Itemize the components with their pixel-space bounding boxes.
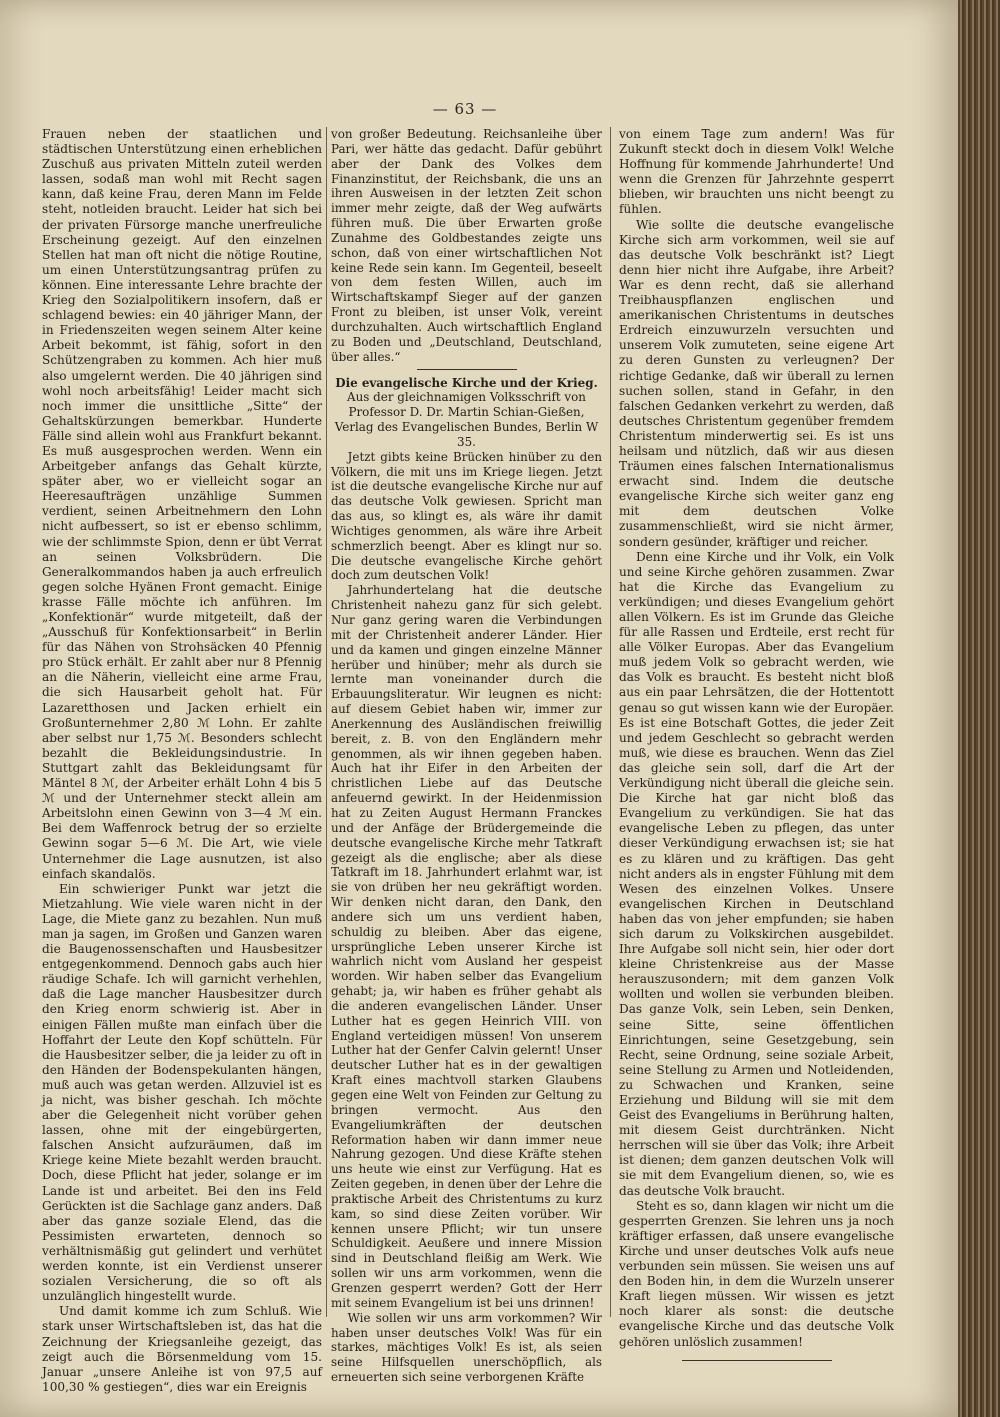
book-page-edges [958,0,1000,1417]
article-heading: Die evangelische Kirche und der Krieg. [335,375,598,390]
page-number: — 63 — [432,100,498,118]
column-3 [619,127,894,1361]
column-1 [42,127,322,1395]
paragraph: Wie sollte die deutsche evangelische Kirche sich arm vorkommen, weil sie auf das deutsche Volk beschränkt ist? Liegt denn hier nicht ihre Aufgabe, ihre Arbeit? War es denn recht, daß sie allerhand Treibhauspflanzen englischen und amerikanischen Christentums in deutsches Erdreich einzuwurzeln versuchten und unserem Volk zumuteten, seine eigene Art zu deren Gunsten zu verleugnen? Der richtige Gedanke, daß wir überall zu lernen suchen sollen, stand in Gefahr, in den falschen Gedanken verkehrt zu werden, daß deutsches Christentum gegenüber fremdem Christentum minderwertig sei. Es ist uns heilsam und nützlich, daß wir aus diesen Träumen eines falschen Internationalismus erwacht sind. Indem die deutsche evangelische Kirche sich weiter ganz eng mit dem deutschen Volke zusammenschließt, wird sie nicht ärmer, sondern gesünder, kräftiger und reicher. [619,217,894,549]
paragraph: von einem Tage zum andern! Was für Zukunft steckt doch in diesem Volk! Welche Hoffnung für kommende Jahrhunderte! Und wenn die Grenzen für Jahrzehnte gesperrt blieben, wir brauchten uns nicht beengt zu fühlen. [619,127,894,217]
column-divider [326,127,327,1317]
end-rule [682,1360,832,1361]
paragraph: Ein schwieriger Punkt war jetzt die Mietzahlung. Wie viele waren nicht in der Lage, die Miete ganz zu bezahlen. Nun muß man ja sagen, im Großen und Ganzen waren die Baugenossenschaften und Hausbesitzer entgegenkommend. Dennoch gabs auch hier räudige Schafe. Ich will garnicht verhehlen, daß die Lage mancher Hausbesitzer durch den Krieg enorm schwierig ist. Aber in einigen Fällen mußte man einfach über die Hoffahrt der Leute den Kopf schütteln. Für die Hausbesitzer selber, die ja leider zu oft in den Händen der Bodenspekulanten hängen, muß auch was getan werden. Allzuviel ist es ja nicht, was bisher geschah. Ich möchte aber die Gelegenheit nicht vorüber gehen lassen, ohne mit der eingebürgerten, falschen Ansicht aufzuräumen, daß im Kriege keine Miete bezahlt werden braucht. Doch, diese Pflicht hat jeder, solange er im Lande ist und arbeitet. Bei den ins Feld Gerückten ist die Sachlage ganz anders. Daß aber das ganze soziale Elend, das die Pessimisten erwarteten, dennoch so verhältnismäßig gut gelindert und verhütet werden konnte, ist ein Verdienst unserer sozialen Versicherung, die so oft als unzulänglich hingestellt wurde. [42,881,322,1304]
paragraph: Wie sollen wir uns arm vorkommen? Wir haben unser deutsches Volk! Was für ein starkes, mächtiges Volk! Es ist, als seien seine Hilfsquellen unerschöpflich, als erneuerten sich seine verborgenen Kräfte [331,1310,602,1385]
column-divider [610,127,611,1317]
paragraph: von großer Bedeutung. Reichsanleihe über Pari, wer hätte das gedacht. Dafür gebührt aber der Dank des Volkes dem Finanzinstitut, der Reichsbank, die uns an ihren Ausweisen in der letzten Zeit schon immer mehr zeigte, daß der Weg aufwärts führen muß. Die über Erwarten große Zunahme des Goldbestandes zeigte uns schon, daß von einer wirtschaftlichen Not keine Rede sein kann. Im Gegenteil, beseelt von dem festen Willen, auch im Wirtschaftskampf Sieger auf der ganzen Front zu bleiben, ist unser Volk, vereint durchzuhalten. Auch wirtschaftlich England zu Boden und „Deutschland, Deutschland, über alles.“ [331,127,602,364]
article-byline: Aus der gleichnamigen Volksschrift von Professor D. Dr. Martin Schian-Gießen, Verlag des Evangelischen Bundes, Berlin W 35. [334,390,599,449]
paragraph: Und damit komme ich zum Schluß. Wie stark unser Wirtschaftsleben ist, das hat die Zeichnung der Kriegsanleihe gezeigt, das zeigt auch die Börsenmeldung vom 15. Januar „unsere Anleihe ist von 97,5 auf 100,30 % gestiegen“, dies war ein Ereignis [42,1304,322,1394]
paragraph: Jahrhundertelang hat die deutsche Christenheit nahezu ganz für sich gelebt. Nur ganz gering waren die Verbindungen mit der Christenheit anderer Länder. Hier und da kamen und gingen einzelne Männer herüber und hinüber; mehr als durch sie lernte man voneinander durch die Erbauungsliteratur. Wir leugnen es nicht: auf diesem Gebiet haben wir, immer zur Anerkennung des Ausländischen freiwillig bereit, z. B. von den Engländern mehr genommen, als wir ihnen gegeben haben. Auch hat ihr Eifer in den Arbeiten der christlichen Liebe auf das Deutsche anfeuernd gewirkt. In der Heidenmission hat zu Zeiten August Hermann Franckes und der Anfäge der Brüdergemeinde die deutsche evangelische Kirche mehr Tatkraft gezeigt als die englische; aber als diese Tatkraft im 18. Jahrhundert erlahmt war, ist sie von drüben her neu gekräftigt worden. Wir denken nicht daran, den Dank, den andere sich um uns verdient haben, schuldig zu bleiben. Aber das eigene, ursprüngliche Leben unserer Kirche ist wahrlich nicht vom Ausland her gespeist worden. Wir haben selber das Evangelium gehabt; ja, wir haben es früher gehabt als die anderen evangelischen Länder. Unser Luther hat es gegen Heinrich VIII. von England verteidigen müssen! Von unserem Luther hat der Genfer Calvin gelernt! Unser deutscher Luther hat es in der gewaltigen Kraft eines machtvoll starken Glaubens gegen eine Welt von Feinden zur Geltung zu bringen vermocht. Aus den Evangeliumkräften der deutschen Reformation haben wir dann immer neue Nahrung gezogen. Und diese Kräfte stehen uns heute wie einst zur Verfügung. Hat es Zeiten gegeben, in denen über der Lehre die praktische Arbeit des Christentums zu kurz kam, so sind diese Zeiten vorüber. Wir kennen unsere Pflicht; wir tun unsere Schuldigkeit. Aeußere und innere Mission sind in Deutschland fleißig am Werk. Wie sollen wir uns arm vorkommen, wenn die Grenzen gesperrt werden? Gott der Herr mit seinem Evangelium ist bei uns drinnen! [331,583,602,1310]
section-rule [417,369,517,370]
column-2 [331,127,602,1385]
paragraph: Steht es so, dann klagen wir nicht um die gesperrten Grenzen. Sie lehren uns ja noch kräftiger erfassen, daß unsere evangelische Kirche und unser deutsches Volk aufs neue verbunden sein müssen. Sie weisen uns auf den Boden hin, in dem die Wurzeln unserer Kraft liegen müssen. Wir wissen es jetzt noch klarer als sonst: die deutsche evangelische Kirche und das deutsche Volk gehören unlöslich zusammen! [619,1198,894,1349]
paragraph: Frauen neben der staatlichen und städtischen Unterstützung einen erheblichen Zuschuß aus privaten Mitteln zuteil werden lassen, sodaß man wohl mit Recht sagen kann, daß keine Frau, deren Mann im Felde steht, notleiden braucht. Leider hat sich bei der privaten Fürsorge manche unerfreuliche Erscheinung gezeigt. Auf den einzelnen Stellen hat man oft nicht die nötige Routine, um einen Unterstützungsantrag prüfen zu können. Eine interessante Lehre brachte der Krieg den Sozialpolitikern insofern, daß er schlagend bewies: ein 40 jähriger Mann, der in Friedenszeiten wegen seinem Alter keine Arbeit bekommt, ist fähig, sofort in den Schützengraben zu kommen. Ach hier muß also umgelernt werden. Die 40 jährigen sind wohl noch arbeitsfähig! Leider macht sich noch immer die unsittliche „Sitte“ der Gehaltskürzungen bemerkbar. Hunderte Fälle sind allein wohl aus Frankfurt bekannt. Es muß ausgesprochen werden. Wenn ein Arbeitgeber anfangs das Gehalt kürzte, später aber, wo er vielleicht sogar an Heeresaufträgen unzählige Summen verdient, seinen Arbeitnehmern den Lohn nicht aufbessert, so ist er ebenso schlimm, wie der schlimmste Spion, denn er übt Verrat an seinen Volksbrüdern. Die Generalkommandos haben ja auch erfreulich gegen solche Hyänen Front gemacht. Einige krasse Fälle möchte ich anführen. Im „Konfektionär“ wurde mitgeteilt, daß der „Ausschuß für Konfektionsarbeit“ in Berlin für das Nähen von Strohsäcken 40 Pfennig pro Stück erhält. Er zahlt aber nur 8 Pfennig an die Näherin, vielleicht eine arme Frau, die sich Hausarbeit geholt hat. Für Lazaretthosen und Jacken erhielt ein Großunternehmer 2,80 ℳ Lohn. Er zahlte aber selbst nur 1,75 ℳ. Besonders schlecht bezahlt die Bekleidungsindustrie. In Stuttgart zahlt das Bekleidungsamt für Mäntel 8 ℳ, der Arbeiter erhält Lohn 4 bis 5 ℳ und der Unternehmer steckt allein am Arbeitslohn einen Gewinn von 3—4 ℳ ein. Bei dem Waffenrock betrug der so erzielte Gewinn sogar 5—6 ℳ. Die Art, wie viele Unternehmer die Lage ausnutzen, ist also einfach skandalös. [42,127,322,881]
paragraph: Jetzt gibts keine Brücken hinüber zu den Völkern, die mit uns im Kriege liegen. Jetzt ist die deutsche evangelische Kirche nur auf das deutsche Volk gewiesen. Spricht man das aus, so klingt es, als wäre ihr damit Wichtiges genommen, als wäre ihre Arbeit schmerzlich beengt. Aber es klingt nur so. Die deutsche evangelische Kirche gehört doch zum deutschen Volk! [331,449,602,583]
paragraph: Denn eine Kirche und ihr Volk, ein Volk und seine Kirche gehören zusammen. Zwar hat die Kirche das Evangelium zu verkündigen; und dieses Evangelium gehört allen Völkern. Es ist im Grunde das Gleiche für alle Rassen und Erdteile, erst recht für alle Völker Europas. Aber das Evangelium muß jedem Volk so gebracht werden, wie das Volk es braucht. Es besteht nicht bloß aus ein paar Lehrsätzen, die der Hottentott genau so gut wissen kann wie der Europäer. Es ist eine Botschaft Gottes, die jeder Zeit und jedem Geschlecht so gebracht werden muß, wie diese es brauchen. Wenn das Ziel das gleiche sein soll, darf die Art der Verkündigung nicht überall die gleiche sein. Die Kirche hat gar nicht bloß das Evangelium zu verkündigen. Sie hat das evangelische Leben zu pflegen, das unter dieser Verkündigung erwachsen ist; sie hat es zu klären und zu kräftigen. Das geht nicht anders als in engster Fühlung mit dem Wesen des einzelnen Volkes. Unsere evangelischen Kirchen in Deutschland haben das von jeher empfunden; sie haben sich darum zu Volkskirchen ausgebildet. Ihre Aufgabe soll nicht sein, hier oder dort kleine Christenkreise aus der Masse herauszusondern; mit dem ganzen Volk wollten und wollen sie verbunden bleiben. Das ganze Volk, sein Leben, sein Denken, seine Sitte, seine öffentlichen Einrichtungen, seine Gesetzgebung, sein Recht, seine Ordnung, seine soziale Arbeit, seine Stellung zu Armen und Notleidenden, zu Schwachen und Kranken, seine Erziehung und Bildung will sie mit dem Geist des Evangeliums in Berührung halten, mit diesem Geist durchtränken. Nicht herrschen will sie über das Volk; ihre Arbeit ist dienen; dem ganzen deutschen Volk will sie mit dem Evangelium dienen, so, wie es das deutsche Volk braucht. [619,549,894,1198]
